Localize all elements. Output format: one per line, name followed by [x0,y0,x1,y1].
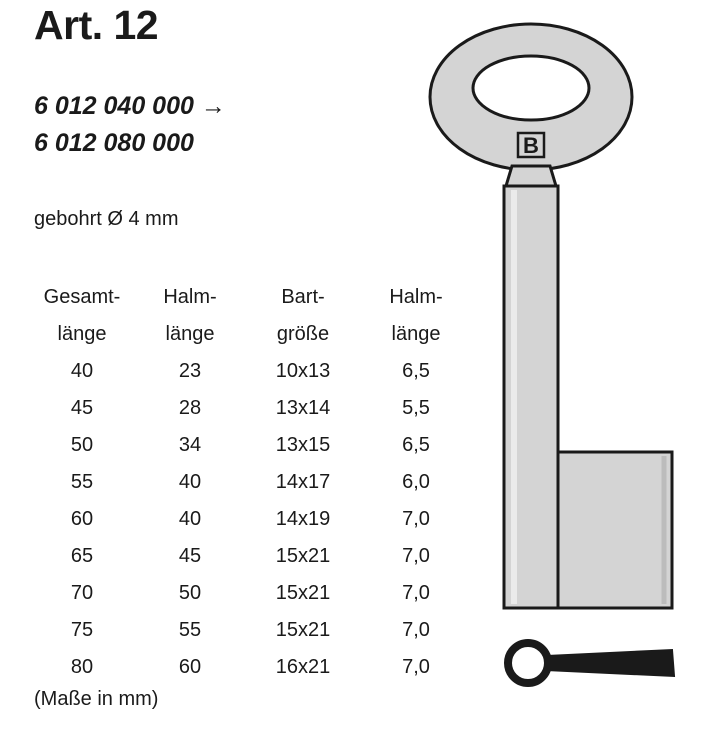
column-header: Halm- [163,286,217,308]
column-header: Gesamt- [43,286,121,308]
article-number-2: 6 012 080 000 [34,129,194,157]
table-cell: 15x21 [275,619,331,641]
table-cell: 50 [178,582,202,604]
table-cell: 28 [178,397,202,419]
table-row [28,612,470,649]
table-row [28,538,470,575]
table-row [28,427,470,464]
table-row [28,575,470,612]
table-cell: 80 [70,656,94,678]
table-cell: 7,0 [402,545,430,567]
table-cell: 15x21 [275,545,331,567]
table-cell: 65 [70,545,94,567]
table-cell: 7,0 [402,619,430,641]
table-cell: 13x14 [275,397,331,419]
key-bow-hole [473,56,589,120]
column-header: länge [57,323,107,345]
column-header: länge [391,323,441,345]
column-header: Bart- [281,286,325,308]
table-cell: 14x19 [275,508,331,530]
table-cell: 6,5 [402,360,430,382]
spec-table [28,279,470,686]
table-cell: 60 [178,656,202,678]
key-bit [558,452,672,608]
table-cell: 13x15 [275,434,331,456]
table-cell: 45 [178,545,202,567]
table-cell: 60 [70,508,94,530]
table-cell: 55 [178,619,202,641]
table-cell: 23 [178,360,202,382]
article-number-1: 6 012 040 000 → [34,92,226,120]
table-cell: 6,5 [402,434,430,456]
table-row [28,649,470,686]
table-cell: 55 [70,471,94,493]
table-cell: 40 [70,360,94,382]
drill-note: gebohrt Ø 4 mm [34,208,179,230]
table-cell: 40 [178,471,202,493]
table-row [28,501,470,538]
table-header-row-2 [28,316,470,353]
brand-logo-letter: B [523,133,539,158]
table-cell: 50 [70,434,94,456]
table-row [28,353,470,390]
table-cell: 45 [70,397,94,419]
key-side-view-ring [508,643,548,683]
table-cell: 16x21 [275,656,331,678]
table-cell: 5,5 [402,397,430,419]
table-cell: 75 [70,619,94,641]
table-row [28,464,470,501]
table-cell: 14x17 [275,471,331,493]
table-cell: 15x21 [275,582,331,604]
column-header: größe [276,323,330,345]
table-cell: 6,0 [402,471,430,493]
table-header-row-1 [28,279,470,316]
table-cell: 70 [70,582,94,604]
table-cell: 7,0 [402,508,430,530]
units-footnote: (Maße in mm) [34,688,159,710]
table-cell: 10x13 [275,360,331,382]
key-collar [506,166,556,186]
key-illustration [420,22,690,694]
table-cell: 34 [178,434,202,456]
table-row [28,390,470,427]
table-cell: 40 [178,508,202,530]
column-header: länge [165,323,215,345]
table-cell: 7,0 [402,656,430,678]
key-side-view-shaft [547,650,674,676]
table-cell: 7,0 [402,582,430,604]
column-header: Halm- [389,286,443,308]
page-title: Art. 12 [34,2,159,48]
